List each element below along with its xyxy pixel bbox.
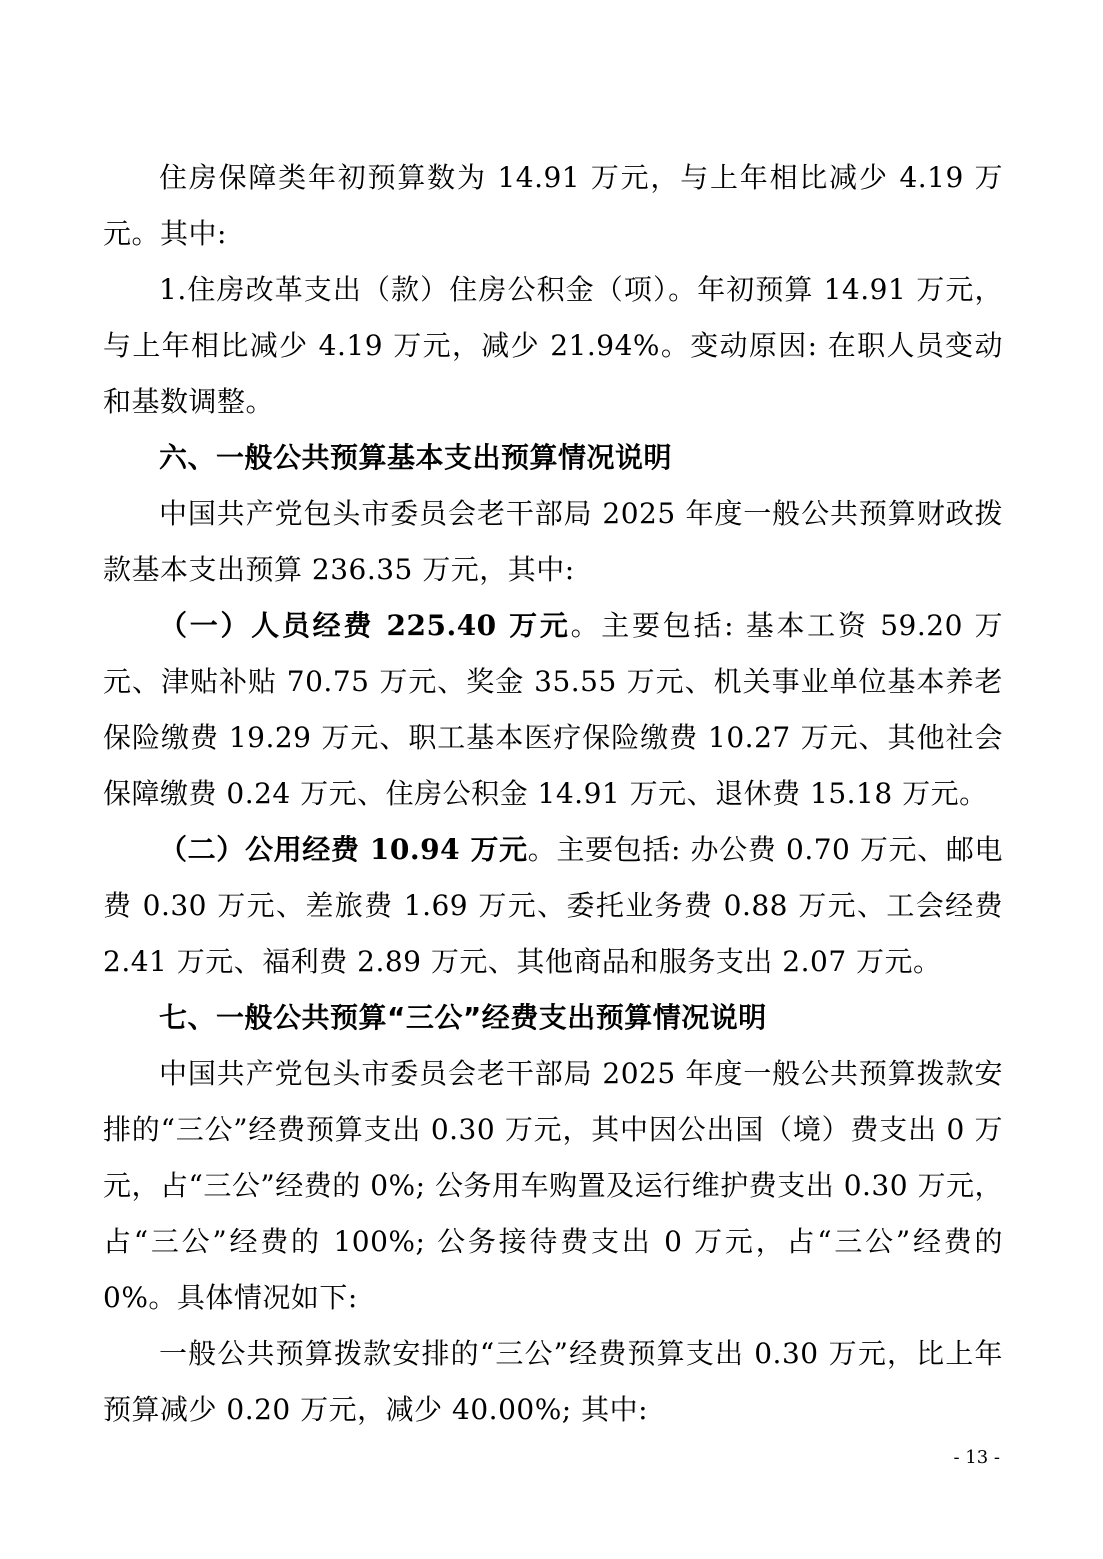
paragraph-personnel-costs	[103, 598, 1003, 822]
personnel-costs-label: （一）人员经费 225.40 万元	[159, 609, 571, 642]
page-number: - 13 -	[953, 1447, 1000, 1468]
paragraph-three-public-costs: 中国共产党包头市委员会老干部局 2025 年度一般公共预算拨款安排的“三公”经费预算支出 0.30 万元，其中因公出国（境）费支出 0 万元，占“三公”经费的 0%; 公务用车购置及运行维护费支出 0.30 万元，占“三公”经费的 100%; 公务接待费支出 0 万元，占“三公”经费的 0%。具体情况如下:	[103, 1057, 1003, 1314]
paragraph-public-costs	[103, 822, 1003, 990]
paragraph-basic-expenditure: 中国共产党包头市委员会老干部局 2025 年度一般公共预算财政拨款基本支出预算 236.35 万元，其中:	[103, 497, 1003, 586]
public-costs-label: （二）公用经费 10.94 万元	[159, 833, 528, 866]
paragraph-three-public-comparison: 一般公共预算拨款安排的“三公”经费预算支出 0.30 万元，比上年预算减少 0.20 万元，减少 40.00%; 其中:	[103, 1337, 1003, 1426]
document-page	[103, 150, 1003, 1438]
public-costs-detail: 。主要包括: 办公费 0.70 万元、邮电费 0.30 万元、差旅费 1.69 万元、委托业务费 0.88 万元、工会经费 2.41 万元、福利费 2.89 万元、其他商品和服务支出 2.07 万元。	[103, 833, 1003, 978]
paragraph-housing-summary: 住房保障类年初预算数为 14.91 万元，与上年相比减少 4.19 万元。其中:	[103, 161, 1003, 250]
paragraph-housing-fund: 1.住房改革支出（款）住房公积金（项）。年初预算 14.91 万元，与上年相比减少 4.19 万元，减少 21.94%。变动原因: 在职人员变动和基数调整。	[103, 273, 1003, 418]
personnel-costs-detail: 。主要包括: 基本工资 59.20 万元、津贴补贴 70.75 万元、奖金 35.55 万元、机关事业单位基本养老保险缴费 19.29 万元、职工基本医疗保险缴费 10.27 万元、其他社会保障缴费 0.24 万元、住房公积金 14.91 万元、退休费 15.18 万元。	[103, 609, 1003, 810]
section-heading-7: 七、一般公共预算“三公”经费支出预算情况说明	[159, 1001, 767, 1034]
section-heading-6: 六、一般公共预算基本支出预算情况说明	[159, 441, 673, 474]
